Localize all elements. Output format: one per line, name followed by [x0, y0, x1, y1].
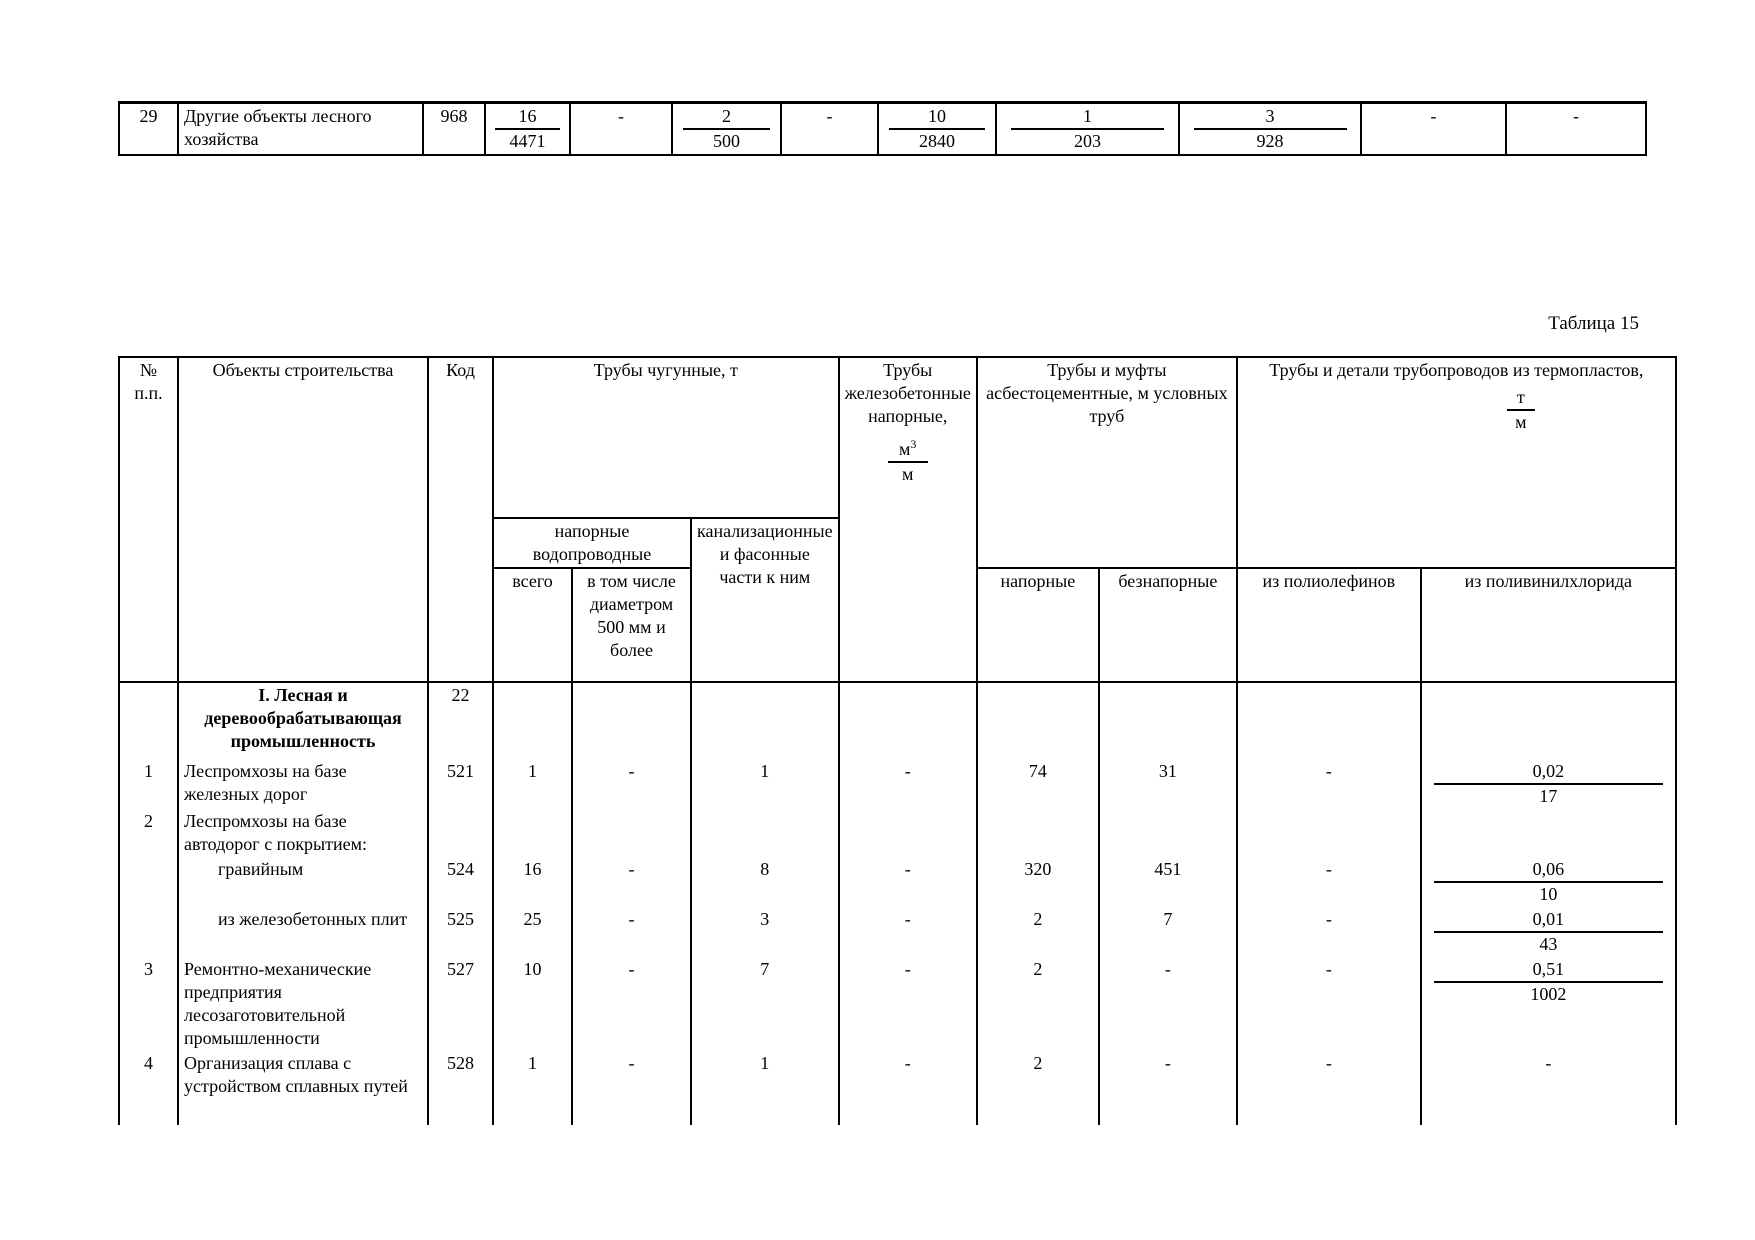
table-row — [119, 809, 1676, 857]
value-cell — [977, 809, 1099, 857]
row-number-cell: 4 — [119, 1051, 178, 1125]
value-cell: 8 — [691, 857, 839, 907]
value-cell — [1237, 809, 1421, 857]
header-rc-group — [839, 357, 977, 682]
row-number-cell — [119, 682, 178, 759]
value-cell: - — [1237, 759, 1421, 809]
main-table — [118, 356, 1677, 1125]
header-rc-group-label: Трубы железобетонные напорные, — [844, 360, 971, 426]
row-number-cell: 3 — [119, 957, 178, 1051]
top-table — [118, 101, 1647, 156]
code-cell: 968 — [423, 103, 485, 156]
value-cell — [1421, 857, 1676, 907]
value-cell — [485, 103, 570, 156]
fraction-numerator: 0,01 — [1434, 908, 1662, 933]
table-body — [119, 682, 1676, 1125]
value-cell: - — [1361, 103, 1506, 156]
value-cell — [1099, 809, 1237, 857]
fraction — [1434, 908, 1662, 956]
value-cell: 25 — [493, 907, 572, 957]
code-cell: 525 — [428, 907, 493, 957]
header-sewer: канализационные и фасонные части к ним — [691, 518, 839, 682]
value-cell — [1099, 682, 1237, 759]
value-cell — [1237, 682, 1421, 759]
fraction-denominator: м — [1515, 412, 1527, 432]
value-cell — [1421, 809, 1676, 857]
value-cell — [672, 103, 781, 156]
code-cell — [428, 809, 493, 857]
fraction-numerator: 0,02 — [1434, 760, 1662, 785]
header-thermo-group-label: Трубы и детали трубопроводов из термопластов, — [1269, 360, 1644, 380]
fraction-denominator: 2840 — [918, 131, 955, 151]
header-objects: Объекты строительства — [178, 357, 428, 682]
header-thermo-group — [1237, 357, 1676, 568]
object-label-cell: из железобетонных плит — [178, 907, 428, 957]
value-cell — [1421, 759, 1676, 809]
code-cell: 22 — [428, 682, 493, 759]
value-cell — [878, 103, 996, 156]
value-cell: - — [781, 103, 878, 156]
value-cell: - — [572, 857, 691, 907]
value-cell: - — [1237, 1051, 1421, 1125]
value-cell — [493, 682, 572, 759]
object-label-cell: Ремонтно-механические предприятия лесозаготовительной промышленности — [178, 957, 428, 1051]
value-cell: - — [1237, 907, 1421, 957]
value-cell: - — [572, 1051, 691, 1125]
header-pressure: напорные — [977, 568, 1099, 682]
value-cell: - — [572, 957, 691, 1051]
fraction-denominator: 1002 — [1530, 984, 1567, 1004]
value-cell — [839, 682, 977, 759]
object-label-cell: Леспромхозы на базе автодорог с покрытием: — [178, 809, 428, 857]
header-total: всего — [493, 568, 572, 682]
fraction-denominator: м — [902, 464, 914, 484]
value-cell — [996, 103, 1179, 156]
value-cell: - — [1237, 957, 1421, 1051]
object-label-cell: Другие объекты лесного хозяйства — [178, 103, 423, 156]
fraction-numerator: 2 — [683, 105, 770, 130]
value-cell: - — [1099, 1051, 1237, 1125]
header-asbestos-group: Трубы и муфты асбестоцементные, м условных труб — [977, 357, 1237, 568]
fraction-numerator: 1 — [1011, 105, 1165, 130]
object-label-cell: гравийным — [178, 857, 428, 907]
fraction-numerator: 0,06 — [1434, 858, 1662, 883]
value-cell: - — [1506, 103, 1646, 156]
section-title-cell: I. Лесная и деревообрабатывающая промышленность — [178, 682, 428, 759]
value-cell: - — [839, 1051, 977, 1125]
table-row — [119, 857, 1676, 907]
value-cell: - — [839, 957, 977, 1051]
header-code: Код — [428, 357, 493, 682]
table-row — [119, 103, 1646, 156]
table-caption: Таблица 15 — [1548, 313, 1639, 334]
table-row — [119, 957, 1676, 1051]
header-cast-iron-group: Трубы чугунные, т — [493, 357, 839, 518]
value-cell: 74 — [977, 759, 1099, 809]
value-cell: - — [1421, 1051, 1676, 1125]
fraction-numerator: 3 — [1194, 105, 1347, 130]
object-label-cell: Организация сплава с устройством сплавных путей — [178, 1051, 428, 1125]
fraction-numerator: $м^3$ — [888, 438, 928, 463]
object-label-cell: Леспромхозы на базе железных дорог — [178, 759, 428, 809]
fraction-denominator: 43 — [1539, 934, 1558, 954]
table-header — [119, 357, 1676, 682]
fraction-numerator: т — [1507, 386, 1535, 411]
fraction — [1011, 105, 1165, 153]
header-incl-500: в том числе диаметром 500 мм и более — [572, 568, 691, 682]
code-cell: 527 — [428, 957, 493, 1051]
value-cell: 3 — [691, 907, 839, 957]
fraction — [1434, 858, 1662, 906]
table-row — [119, 759, 1676, 809]
value-cell: 7 — [691, 957, 839, 1051]
fraction-numerator: 0,51 — [1434, 958, 1662, 983]
value-cell — [1421, 957, 1676, 1051]
unit-fraction-t-per-m — [1507, 386, 1535, 434]
fraction-denominator: 500 — [712, 131, 740, 151]
fraction — [1434, 760, 1662, 808]
header-num: № п.п. — [119, 357, 178, 682]
header-pressure-water: напорные водопроводные — [493, 518, 691, 568]
row-number-cell: 29 — [119, 103, 178, 156]
value-cell: - — [572, 907, 691, 957]
value-cell: 320 — [977, 857, 1099, 907]
fraction-denominator: 17 — [1539, 786, 1558, 806]
value-cell: 1 — [691, 1051, 839, 1125]
fraction-numerator: 10 — [889, 105, 984, 130]
value-cell — [977, 682, 1099, 759]
value-cell — [572, 682, 691, 759]
table-row — [119, 1051, 1676, 1125]
value-cell — [691, 682, 839, 759]
value-cell: - — [1099, 957, 1237, 1051]
table-row — [119, 907, 1676, 957]
value-cell — [1421, 907, 1676, 957]
value-cell: - — [1237, 857, 1421, 907]
header-pvc: из поливинилхлорида — [1421, 568, 1676, 682]
section-row — [119, 682, 1676, 759]
fraction — [889, 105, 984, 153]
fraction — [495, 105, 561, 153]
value-cell — [493, 809, 572, 857]
value-cell — [1179, 103, 1361, 156]
value-cell — [839, 809, 977, 857]
fraction-denominator: 4471 — [509, 131, 546, 151]
code-cell: 521 — [428, 759, 493, 809]
value-cell: 2 — [977, 957, 1099, 1051]
value-cell — [691, 809, 839, 857]
fraction-denominator: 203 — [1073, 131, 1101, 151]
value-cell: - — [570, 103, 672, 156]
value-cell: 31 — [1099, 759, 1237, 809]
value-cell: 2 — [977, 907, 1099, 957]
unit-fraction-m3-per-m — [888, 438, 928, 486]
value-cell — [572, 809, 691, 857]
value-cell: - — [572, 759, 691, 809]
value-cell: - — [839, 759, 977, 809]
value-cell: 1 — [691, 759, 839, 809]
fraction-denominator: 10 — [1539, 884, 1558, 904]
fraction-numerator: 16 — [495, 105, 561, 130]
fraction — [1434, 958, 1662, 1006]
code-cell: 524 — [428, 857, 493, 907]
code-cell: 528 — [428, 1051, 493, 1125]
value-cell: 2 — [977, 1051, 1099, 1125]
value-cell: - — [839, 907, 977, 957]
header-non-pressure: безнапорные — [1099, 568, 1237, 682]
row-number-cell — [119, 857, 178, 907]
header-row-groups — [119, 357, 1676, 518]
header-polyolefin: из полиолефинов — [1237, 568, 1421, 682]
value-cell: 10 — [493, 957, 572, 1051]
row-number-cell: 2 — [119, 809, 178, 857]
value-cell: - — [839, 857, 977, 907]
value-cell: 1 — [493, 1051, 572, 1125]
fraction — [1194, 105, 1347, 153]
value-cell: 16 — [493, 857, 572, 907]
row-number-cell: 1 — [119, 759, 178, 809]
value-cell: 1 — [493, 759, 572, 809]
value-cell: 451 — [1099, 857, 1237, 907]
fraction-denominator: 928 — [1256, 131, 1284, 151]
row-number-cell — [119, 907, 178, 957]
value-cell: 7 — [1099, 907, 1237, 957]
value-cell — [1421, 682, 1676, 759]
fraction — [683, 105, 770, 153]
